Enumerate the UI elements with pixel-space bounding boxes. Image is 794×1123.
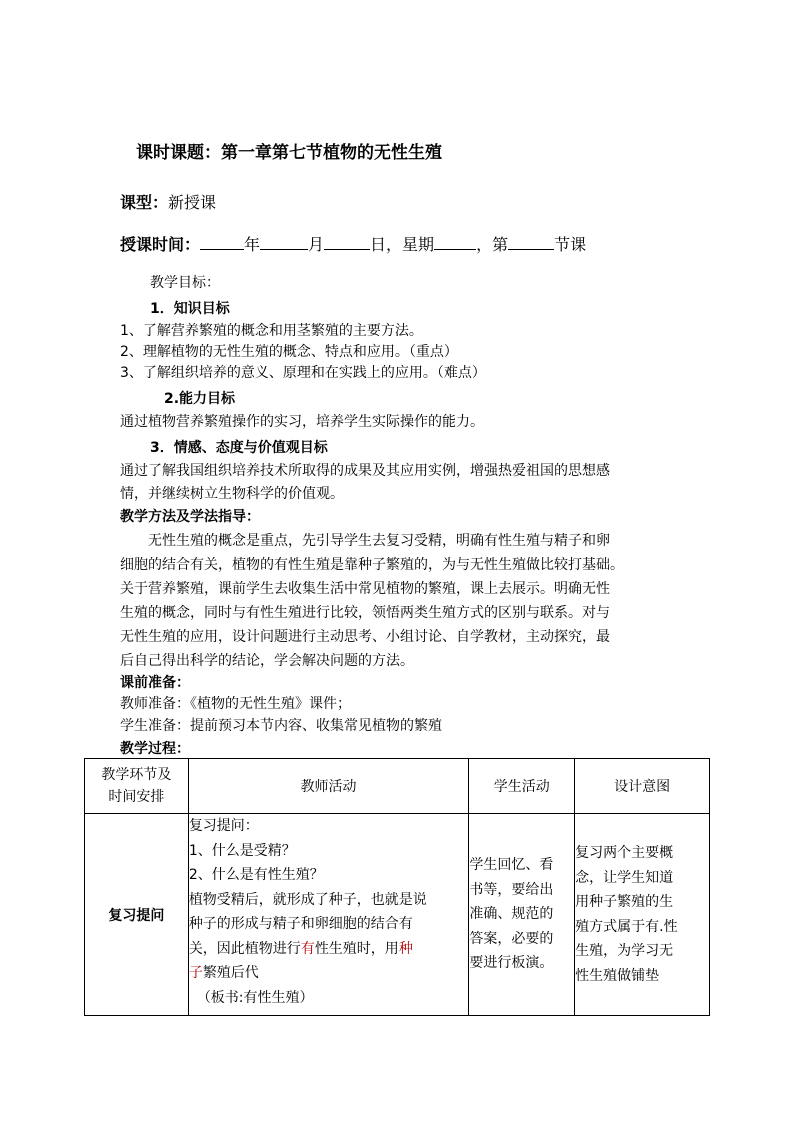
lesson-title: [136, 138, 442, 163]
day-blank: [324, 235, 370, 250]
weekday-blank: [434, 235, 476, 250]
intent-line: 生殖，为学习无: [575, 943, 674, 959]
methods-line: 后自己得出科学的结论，学会解决问题的方法。: [120, 653, 414, 669]
table-header-row: [85, 759, 710, 814]
teacher-text: 关，因此植物进行: [188, 940, 301, 957]
process-heading: 教学过程：: [120, 741, 190, 757]
lesson-title-label: 课时课题：: [136, 143, 221, 163]
knowledge-item: 1、了解营养繁殖的概念和用茎繁殖的主要方法。: [120, 323, 423, 339]
student-line: 答案，必要的: [469, 930, 554, 947]
emotion-line: 通过了解我国组织培养技术所取得的成果及其应用实例，增强热爱祖国的思想感: [120, 463, 610, 479]
teacher-line: [189, 961, 469, 986]
teacher-highlight: 子: [188, 965, 203, 981]
emotion-heading: 3．情感、态度与价值观目标: [150, 440, 328, 456]
lesson-time-label: 授课时间：: [120, 235, 201, 254]
methods-line: 无性生殖的概念是重点，先引导学生去复习受精，明确有性生殖与精子和卵: [148, 533, 610, 549]
teacher-line: 1、什么是受精？: [188, 842, 296, 859]
objectives-heading: 教学目标：: [150, 275, 220, 291]
teaching-process-table: [84, 758, 710, 1016]
header-stage-line: 时间安排: [108, 789, 165, 805]
teacher-line: 复习提问：: [188, 818, 259, 834]
year-label: 年: [244, 235, 261, 254]
methods-line: 细胞的结合有关，植物的有性生殖是靠种子繁殖的，为与无性生殖做比较打基础。: [120, 557, 624, 573]
methods-line: 无性生殖的应用，设计问题进行主动思考、小组讨论、自学教材，主动探究，最: [120, 629, 610, 645]
header-intent: 设计意图: [575, 759, 710, 814]
row-stage: 复习提问: [85, 814, 189, 1016]
row-design-intent: [575, 814, 710, 1016]
knowledge-item: 3、了解组织培养的意义、原理和在实践上的应用。（难点）: [120, 365, 486, 381]
intent-line: 用种子繁殖的生: [575, 894, 674, 910]
lesson-type: [120, 190, 216, 213]
month-label: 月: [308, 235, 325, 254]
teacher-line: 2、什么是有性生殖？: [188, 867, 324, 883]
teacher-preparation: 教师准备：《植物的无性生殖》课件；: [120, 696, 351, 712]
period-prefix: ，第: [476, 235, 509, 254]
teacher-line: 种子的形成与精子和卵细胞的结合有: [188, 916, 413, 932]
header-student: 学生活动: [469, 759, 575, 814]
intent-line: 性生殖做铺垫: [575, 967, 660, 984]
preparation-heading: 课前准备：: [120, 675, 190, 691]
lesson-type-label: 课型：: [120, 193, 169, 212]
lesson-type-value: 新授课: [168, 193, 217, 212]
knowledge-heading: 1．知识目标: [150, 301, 230, 317]
student-preparation: 学生准备：提前预习本节内容、收集常见植物的繁殖: [120, 718, 442, 734]
header-stage: [85, 759, 189, 814]
teacher-line: 植物受精后，就形成了种子，也就是说: [188, 891, 427, 908]
header-stage-line: 教学环节及: [101, 767, 172, 783]
row-teacher-activity: [188, 814, 469, 1016]
student-line: 准确、规范的: [469, 906, 554, 923]
period-blank: [508, 235, 554, 250]
student-line: 学生回忆、看: [469, 857, 554, 874]
student-line: 要进行板演。: [469, 955, 554, 972]
ability-text: 通过植物营养繁殖操作的实习，培养学生实际操作的能力。: [120, 414, 484, 430]
period-label: 节课: [554, 235, 587, 254]
month-blank: [260, 235, 308, 250]
lesson-time: [120, 232, 586, 255]
knowledge-item: 2、理解植物的无性生殖的概念、特点和应用。（重点）: [120, 344, 458, 360]
teacher-highlight: 种: [398, 940, 413, 957]
teacher-text: 繁殖后代: [202, 965, 259, 981]
ability-heading: 2.能力目标: [164, 391, 236, 407]
row-student-activity: [469, 814, 575, 1016]
student-line: 书等，要给出: [469, 881, 554, 898]
teacher-line: [189, 937, 469, 962]
header-teacher: 教师活动: [188, 759, 469, 814]
table-row: [85, 814, 710, 1016]
teacher-text: 性生殖时，用: [314, 940, 399, 957]
emotion-line: 情，并继续树立生物科学的价值观。: [120, 486, 344, 502]
day-weekday-label: 日，星期: [370, 235, 435, 254]
year-blank: [200, 235, 244, 250]
teacher-note: （板书:有性生殖）: [196, 989, 314, 1006]
lesson-title-value: 第一章第七节植物的无性生殖: [221, 143, 442, 163]
intent-line: 殖方式属于有.性: [575, 918, 678, 935]
intent-line: 念，让学生知道: [575, 869, 674, 886]
intent-line: 复习两个主要概: [575, 845, 674, 861]
methods-line: 关于营养繁殖，课前学生去收集生活中常见植物的繁殖，课上去展示。明确无性: [120, 581, 610, 597]
teacher-highlight: 有: [300, 940, 315, 957]
methods-heading: 教学方法及学法指导：: [120, 509, 260, 525]
methods-line: 生殖的概念，同时与有性生殖进行比较，领悟两类生殖方式的区别与联系。对与: [120, 605, 610, 621]
